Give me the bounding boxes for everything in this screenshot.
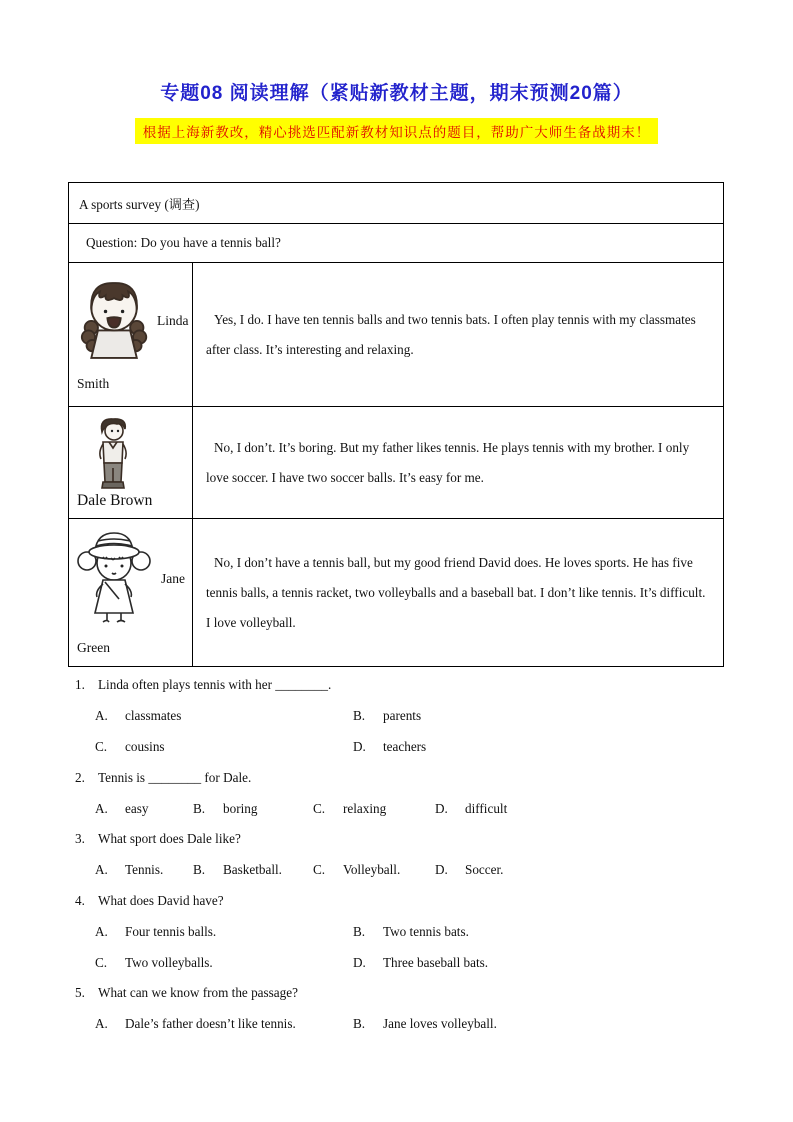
option-text: Basketball. xyxy=(223,862,282,878)
question-3 xyxy=(75,824,725,886)
linda-last-name: Smith xyxy=(77,376,110,391)
question-4-options-row-2 xyxy=(75,947,725,978)
option-label: A. xyxy=(95,1016,108,1032)
option-label: B. xyxy=(353,923,366,939)
avatar-linda xyxy=(79,276,151,364)
question-text: Tennis is ________ for Dale. xyxy=(98,769,252,785)
option-label: A. xyxy=(95,800,108,816)
option-3a xyxy=(95,862,193,878)
option-text: relaxing xyxy=(343,800,387,816)
linda-answer-text: Yes, I do. I have ten tennis balls and two tennis bats. I often play tennis with my classmates after class. It’s interesting and relaxing. xyxy=(206,311,696,357)
survey-question-text: Question: Do you have a tennis ball? xyxy=(86,235,281,250)
option-text: Two tennis bats. xyxy=(383,923,469,939)
option-2a xyxy=(95,801,193,817)
option-1c xyxy=(95,739,353,755)
question-1-stem xyxy=(75,670,725,701)
page-subtitle-band xyxy=(0,118,793,144)
page-subtitle: 根据上海新教改，精心挑选匹配新教材知识点的题目，帮助广大师生备战期末！ xyxy=(135,118,659,144)
dale-name: Dale Brown xyxy=(77,492,153,509)
option-text: Tennis. xyxy=(125,862,164,878)
jane-last-name: Green xyxy=(77,640,110,655)
option-text: Three baseball bats. xyxy=(383,954,489,970)
option-4d xyxy=(353,955,488,971)
question-number: 1. xyxy=(75,677,85,693)
survey-question-row xyxy=(69,224,723,263)
page-title: 专题08 阅读理解（紧贴新教材主题，期末预测20篇） xyxy=(160,83,633,104)
dale-answer-cell xyxy=(193,407,723,518)
option-text: Dale’s father doesn’t like tennis. xyxy=(125,1016,296,1032)
option-2d xyxy=(435,801,507,817)
question-number: 2. xyxy=(75,769,85,785)
question-4-options-row-1 xyxy=(75,916,725,947)
question-2 xyxy=(75,762,725,824)
option-label: B. xyxy=(193,800,206,816)
question-3-options-row xyxy=(75,855,725,886)
question-1-options-row-2 xyxy=(75,732,725,763)
option-2b xyxy=(193,801,313,817)
option-1a xyxy=(95,708,353,724)
option-label: A. xyxy=(95,862,108,878)
option-label: D. xyxy=(435,862,448,878)
option-text: easy xyxy=(125,800,149,816)
option-label: B. xyxy=(193,862,206,878)
option-text: teachers xyxy=(383,738,427,754)
option-5b xyxy=(353,1016,497,1032)
option-3b xyxy=(193,862,313,878)
option-text: difficult xyxy=(465,800,508,816)
option-5a xyxy=(95,1016,353,1032)
option-label: C. xyxy=(95,738,108,754)
table-row-linda xyxy=(69,263,723,407)
option-label: B. xyxy=(353,1016,366,1032)
question-5 xyxy=(75,978,725,1040)
option-1b xyxy=(353,708,421,724)
jane-answer-cell xyxy=(193,519,723,666)
table-row-jane xyxy=(69,519,723,666)
jane-first-name: Jane xyxy=(161,571,185,586)
question-text: What sport does Dale like? xyxy=(98,831,241,847)
option-text: boring xyxy=(223,800,258,816)
girl-with-hat-icon xyxy=(75,529,153,629)
question-2-stem xyxy=(75,762,725,793)
linda-first-name: Linda xyxy=(157,313,189,328)
survey-table xyxy=(68,182,724,667)
option-2c xyxy=(313,801,435,817)
question-3-stem xyxy=(75,824,725,855)
question-text: What does David have? xyxy=(98,892,224,908)
question-number: 5. xyxy=(75,985,85,1001)
question-text: What can we know from the passage? xyxy=(98,985,298,1001)
option-text: parents xyxy=(383,708,422,724)
boy-standing-icon xyxy=(89,416,135,496)
option-label: C. xyxy=(313,800,326,816)
option-3c xyxy=(313,862,435,878)
option-label: B. xyxy=(353,708,366,724)
question-4 xyxy=(75,886,725,978)
option-label: D. xyxy=(435,800,448,816)
option-label: C. xyxy=(313,862,326,878)
option-text: Soccer. xyxy=(465,862,504,878)
option-1d xyxy=(353,739,426,755)
question-number: 3. xyxy=(75,831,85,847)
dale-person-cell xyxy=(69,407,193,518)
option-text: Two volleyballs. xyxy=(125,954,213,970)
option-label: A. xyxy=(95,923,108,939)
option-4a xyxy=(95,924,353,940)
question-2-options-row xyxy=(75,793,725,824)
table-row-dale xyxy=(69,407,723,519)
question-5-options-row xyxy=(75,1009,725,1040)
jane-person-cell xyxy=(69,519,193,666)
question-5-stem xyxy=(75,978,725,1009)
option-label: C. xyxy=(95,954,108,970)
option-text: Volleyball. xyxy=(343,862,401,878)
avatar-jane xyxy=(75,529,153,629)
jane-answer-text: No, I don’t have a tennis ball, but my good friend David does. He loves sports. He has five tennis balls, a tennis racket, two volleyballs and a baseball bat. I don’t like tennis. It’s difficult. I love volleyball. xyxy=(206,554,706,630)
survey-header-text: A sports survey (调查) xyxy=(79,196,200,212)
option-label: D. xyxy=(353,954,366,970)
girl-with-braids-icon xyxy=(79,276,151,364)
linda-person-cell xyxy=(69,263,193,406)
option-4c xyxy=(95,955,353,971)
dale-answer-text: No, I don’t. It’s boring. But my father likes tennis. He plays tennis with my brother. I only love soccer. I have two soccer balls. It’s easy for me. xyxy=(206,439,690,485)
option-text: Jane loves volleyball. xyxy=(383,1016,497,1032)
question-text: Linda often plays tennis with her ________. xyxy=(98,677,332,693)
option-text: Four tennis balls. xyxy=(125,923,217,939)
question-4-stem xyxy=(75,886,725,917)
questions-section xyxy=(75,670,725,1040)
option-4b xyxy=(353,924,469,940)
option-label: D. xyxy=(353,738,366,754)
option-text: cousins xyxy=(125,738,165,754)
survey-header-row xyxy=(69,183,723,224)
linda-answer-cell xyxy=(193,263,723,406)
question-1 xyxy=(75,670,725,762)
option-3d xyxy=(435,862,503,878)
question-number: 4. xyxy=(75,892,85,908)
avatar-dale xyxy=(89,416,135,496)
option-text: classmates xyxy=(125,708,182,724)
question-1-options-row-1 xyxy=(75,701,725,732)
option-label: A. xyxy=(95,708,108,724)
